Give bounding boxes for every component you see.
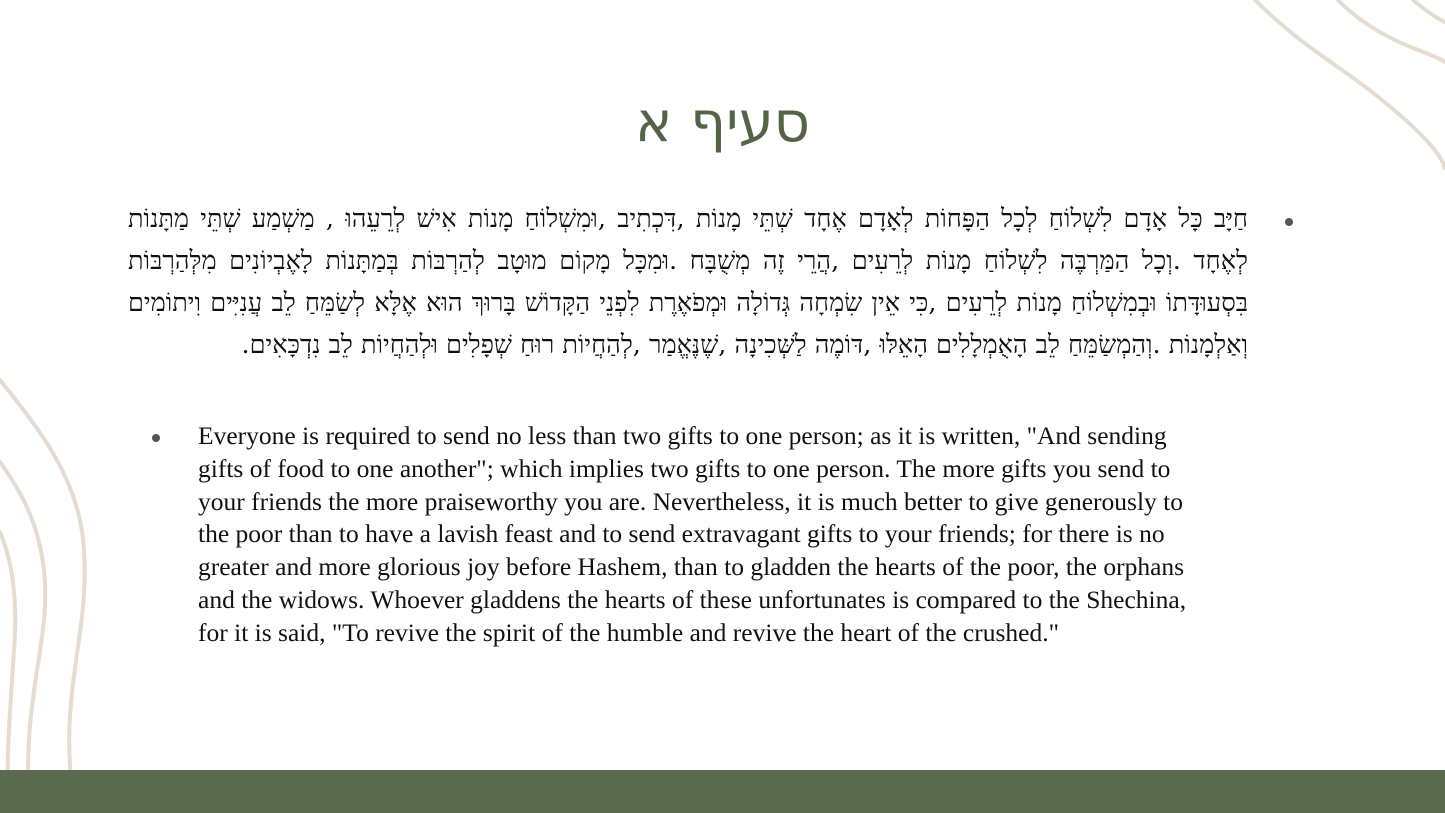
decorative-curve-top-right-3 — [1413, 0, 1445, 22]
decorative-curve-top-right-2 — [1338, 0, 1445, 62]
bullet-point-english — [152, 434, 160, 442]
hebrew-paragraph: חַיָּב כָּל אָדָם לִשְׁלוֹחַ לְכָל הַפָּחוֹת לְאָדָם אֶחָד שְׁתֵּי מָנוֹת ,דִּכְתִיב ,וּמִשְׁלוֹחַ מָנוֹת אִישׁ לְרֵעֵהוּ , מַשְׁמַע שְׁתֵּי מַתָּנוֹת לְאֶחָד .וְכָל הַמַּרְבֶּה לִשְׁלוֹחַ מָנוֹת לְרֵעִים ,הֲרֵי זֶה מְשֻׁבָּח .וּמִכָּל מָקוֹם מוּטָב לְהַרְבּוֹת בְּמַתָּנוֹת לָאֶבְיוֹנִים מִלְּהַרְבּוֹת בִּסְעוּדָּתוֹ וּבְמִשְׁלוֹחַ מָנוֹת לְרֵעִים ,כִּי אֵין שִׂמְחָה גְּדוֹלָה וּמְפֹאֶרֶת לִפְנֵי הַקָּדוֹשׁ בָּרוּךְ הוּא אֶלָּא לְשַׂמֵּחַ לֵב עֲנִיִּים וִיתוֹמִים וְאַלְמָנוֹת .וְהַמְשַׂמֵּחַ לֵב הָאֻמְלָלִים הָאֵלּוּ ,דּוֹמֶה לַשְּׁכִינָה ,שֶׁנֶּאֱמַר ,לְהַחֲיוֹת רוּחַ שְׁפָלִים וּלְהַחֲיוֹת לֵב נִדְכָּאִים. — [128, 204, 1248, 360]
decorative-curve-bottom-left-2 — [0, 462, 45, 813]
decorative-curve-bottom-left-1 — [0, 380, 85, 813]
english-translation-paragraph: Everyone is required to send no less than two gifts to one person; as it is written, "And sending gifts of food to one another"; which implies two gifts to one person. The more gifts you send to your friends the more praiseworthy you are. Nevertheless, it is much better to give generously to the poor than to have a lavish feast and to send extravagant gifts to your friends; for there is no greater and more glorious joy before Hashem, than to gladden the hearts of the poor, the orphans and the widows. Whoever gladdens the hearts of these unfortunates is compared to the Shechina, for it is said, "To revive the spirit of the humble and revive the heart of the crushed." — [198, 421, 1187, 647]
slide-title: סעיף א — [635, 90, 810, 155]
bullet-point-hebrew — [1285, 218, 1293, 226]
footer-bar — [0, 770, 1445, 813]
